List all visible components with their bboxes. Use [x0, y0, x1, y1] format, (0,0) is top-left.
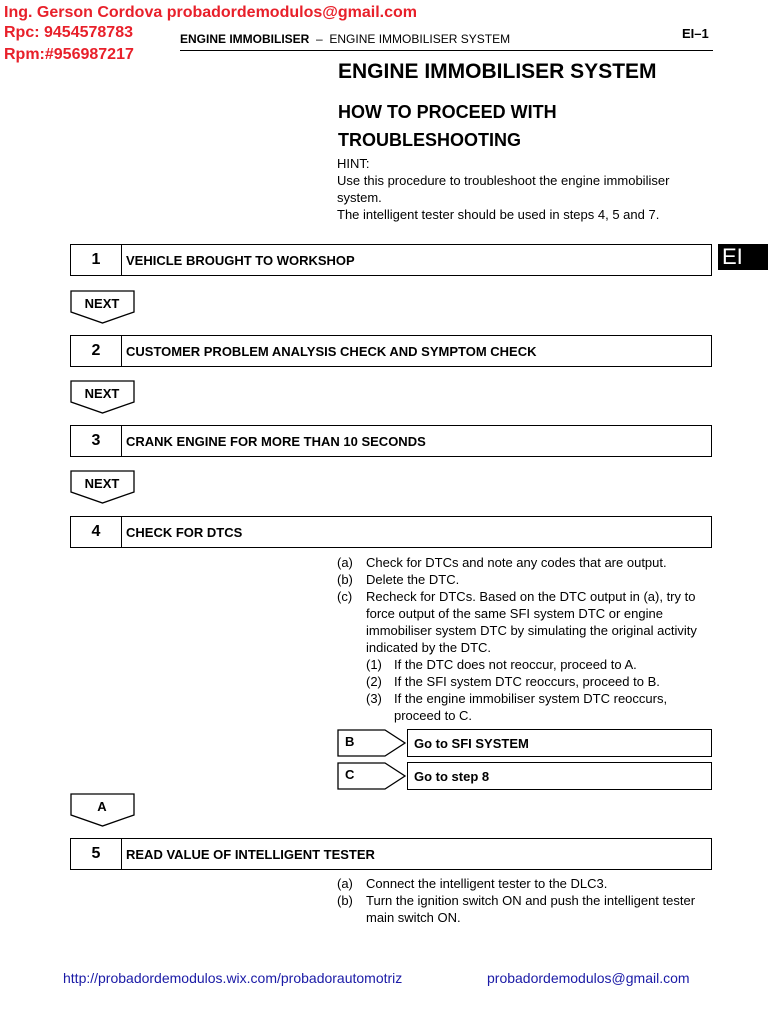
hint-block — [337, 155, 707, 223]
step-title: READ VALUE OF INTELLIGENT TESTER — [126, 846, 375, 862]
step-number: 2 — [71, 336, 122, 366]
running-header — [180, 32, 510, 46]
item-label: (2) — [366, 674, 382, 689]
next-arrow-1 — [70, 290, 136, 324]
step-5-instructions — [337, 875, 707, 926]
branch-a-arrow — [70, 793, 136, 827]
item-label: (c) — [337, 589, 353, 604]
branch-label: B — [345, 734, 355, 749]
item-text: Delete the DTC. — [366, 572, 460, 587]
step-box-5 — [70, 838, 712, 870]
item-label: (a) — [337, 876, 353, 891]
next-label: NEXT — [84, 296, 120, 311]
sub-list-item — [337, 673, 707, 690]
step-box-3 — [70, 425, 712, 457]
contact-rpm: Rpm:#956987217 — [4, 46, 134, 63]
item-text: Recheck for DTCs. Based on the DTC output in (a), try to force output of the same SFI system DTC or engine immobiliser system DTC by simulating the original activity indicated by the DTC. — [366, 589, 697, 655]
item-text: Connect the intelligent tester to the DLC3. — [366, 876, 608, 891]
footer-website-link[interactable]: http://probadordemodulos.wix.com/probadorautomotriz — [63, 970, 403, 986]
hint-line-2: The intelligent tester should be used in steps 4, 5 and 7. — [337, 207, 660, 222]
branch-label: C — [345, 767, 355, 782]
branch-target: Go to step 8 — [407, 762, 712, 790]
item-label: (b) — [337, 893, 353, 908]
step-title: CHECK FOR DTCS — [126, 524, 243, 540]
list-item — [337, 571, 707, 588]
header-section-rest: ENGINE IMMOBILISER SYSTEM — [329, 32, 511, 46]
hint-label: HINT: — [337, 156, 370, 171]
step-number: 1 — [71, 245, 122, 275]
item-label: (a) — [337, 555, 353, 570]
step-box-1 — [70, 244, 712, 276]
branch-c — [337, 762, 713, 792]
branch-target: Go to SFI SYSTEM — [407, 729, 712, 757]
step-number: 4 — [71, 517, 122, 547]
item-label: (1) — [366, 657, 382, 672]
list-item — [337, 875, 707, 892]
step-4-instructions — [337, 554, 707, 724]
branch-b — [337, 729, 713, 759]
step-box-2 — [70, 335, 712, 367]
next-arrow-2 — [70, 380, 136, 414]
step-title: VEHICLE BROUGHT TO WORKSHOP — [126, 252, 355, 268]
next-label: NEXT — [84, 476, 120, 491]
step-box-4 — [70, 516, 712, 548]
page-number: EI–1 — [682, 26, 709, 41]
step-number: 5 — [71, 839, 122, 869]
branch-label: A — [97, 799, 107, 814]
sub-list-item — [337, 690, 707, 724]
page-title: ENGINE IMMOBILISER SYSTEM — [338, 60, 657, 83]
item-text: If the DTC does not reoccur, proceed to A. — [394, 657, 637, 672]
item-label: (3) — [366, 691, 382, 706]
sub-list-item — [337, 656, 707, 673]
item-label: (b) — [337, 572, 353, 587]
section-tab: EI — [718, 244, 768, 270]
header-section-bold: ENGINE IMMOBILISER — [180, 32, 310, 46]
item-text: Check for DTCs and note any codes that are output. — [366, 555, 667, 570]
contact-name-email: Ing. Gerson Cordova probadordemodulos@gmail.com — [4, 4, 417, 21]
list-item — [337, 588, 707, 656]
step-number: 3 — [71, 426, 122, 456]
next-label: NEXT — [84, 386, 120, 401]
item-text: If the engine immobiliser system DTC reoccurs, proceed to C. — [394, 691, 668, 723]
header-rule — [180, 50, 713, 51]
hint-line-1: Use this procedure to troubleshoot the engine immobiliser system. — [337, 173, 670, 205]
next-arrow-3 — [70, 470, 136, 504]
contact-rpc: Rpc: 9454578783 — [4, 24, 133, 41]
step-title: CUSTOMER PROBLEM ANALYSIS CHECK AND SYMPTOM CHECK — [126, 343, 537, 359]
list-item — [337, 892, 707, 926]
list-item — [337, 554, 707, 571]
item-text: If the SFI system DTC reoccurs, proceed to B. — [394, 674, 660, 689]
header-separator: – — [316, 32, 323, 46]
step-title: CRANK ENGINE FOR MORE THAN 10 SECONDS — [126, 433, 426, 449]
page-subtitle: HOW TO PROCEED WITH TROUBLESHOOTING — [338, 102, 557, 150]
footer-email-link[interactable]: probadordemodulos@gmail.com — [487, 970, 690, 986]
item-text: Turn the ignition switch ON and push the intelligent tester main switch ON. — [366, 893, 696, 925]
